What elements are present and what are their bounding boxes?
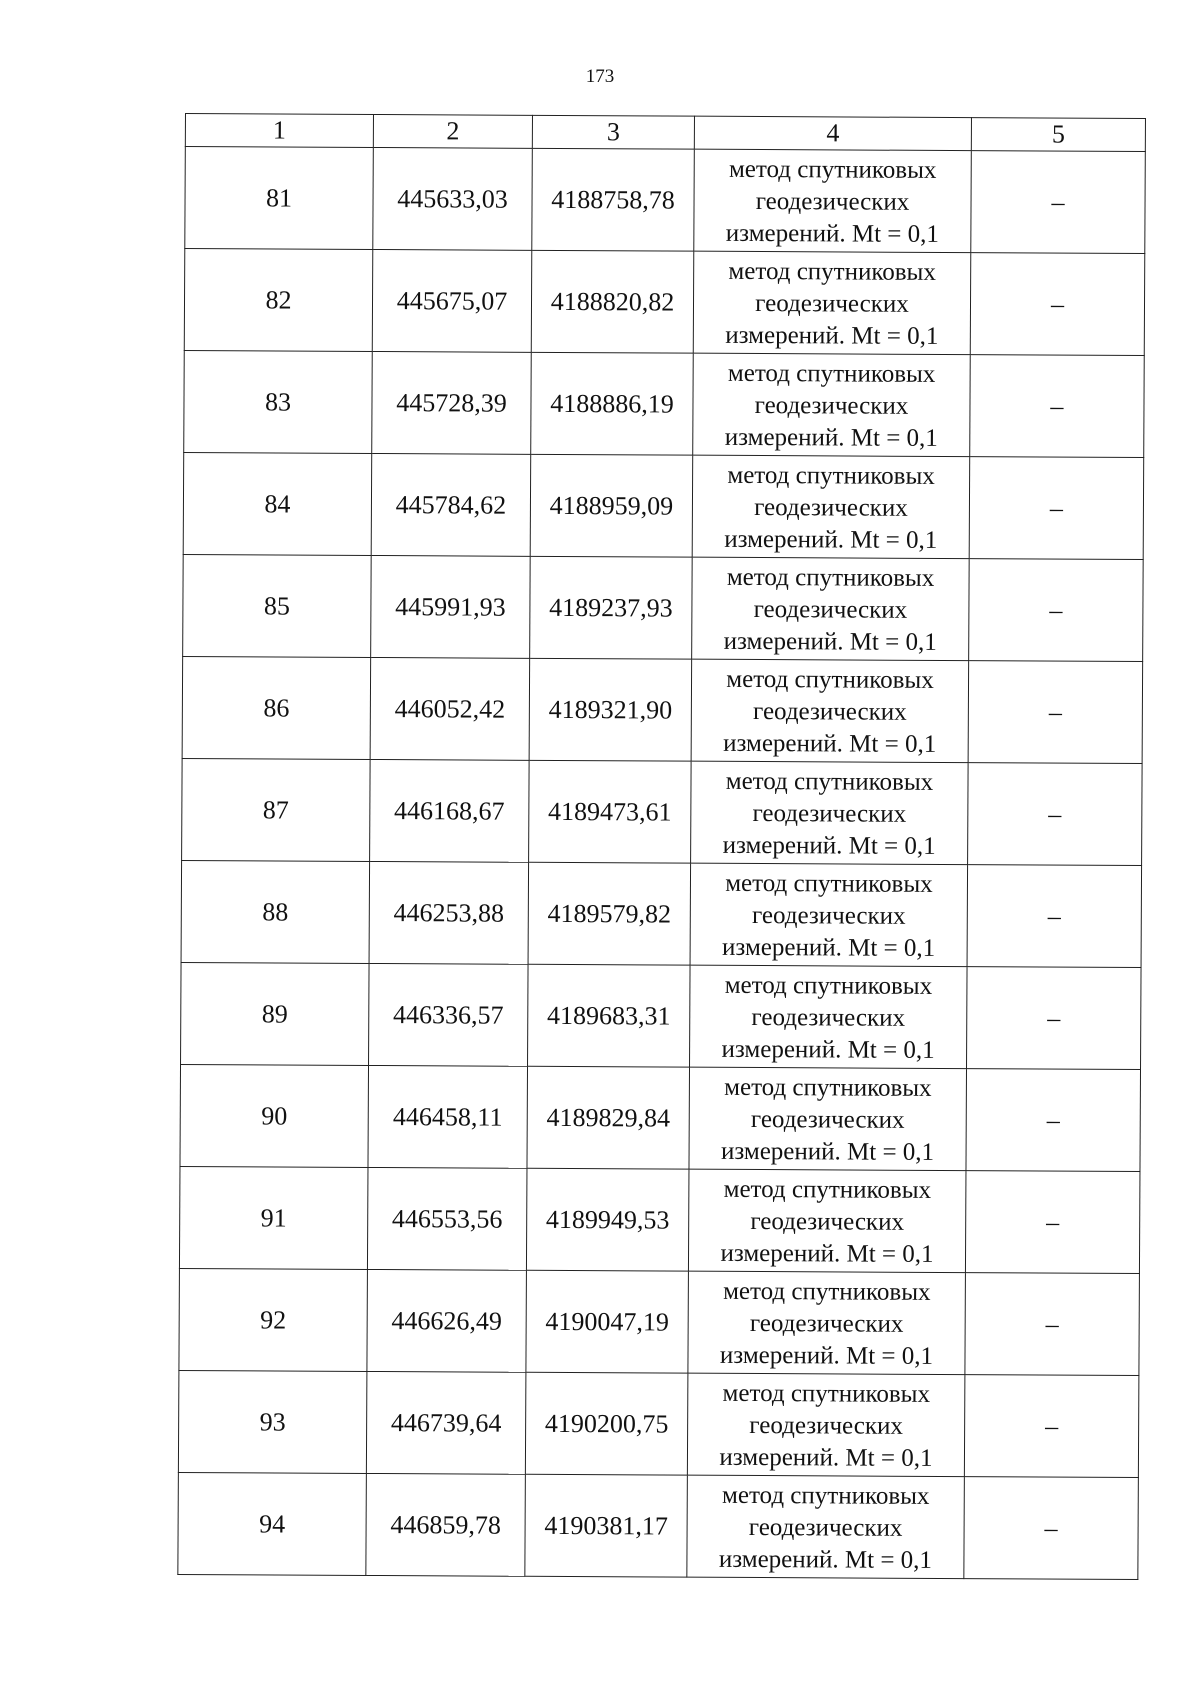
method-line: геодезических: [752, 799, 907, 828]
method-cell: [690, 863, 968, 966]
method-line: измерений. Mt = 0,1: [725, 321, 939, 350]
x-coordinate-cell: 446739,64: [366, 1371, 526, 1474]
header-col-4: 4: [694, 116, 971, 150]
y-coordinate-cell: 4189473,61: [529, 760, 692, 863]
method-line: измерений. Mt = 0,1: [720, 1137, 935, 1166]
x-coordinate-cell: 446458,11: [368, 1065, 528, 1168]
note-cell: –: [969, 559, 1144, 662]
y-coordinate-cell: 4188959,09: [530, 454, 693, 557]
method-line: геодезических: [754, 493, 908, 522]
table-row: [184, 249, 1145, 356]
header-row: [185, 114, 1145, 152]
y-coordinate-cell: 4189683,31: [528, 964, 691, 1067]
y-coordinate-cell: 4189829,84: [527, 1066, 690, 1169]
method-line: измерений. Mt = 0,1: [724, 525, 938, 554]
method-line: геодезических: [750, 1207, 905, 1236]
y-coordinate-cell: 4190200,75: [525, 1372, 688, 1475]
method-line: измерений. Mt = 0,1: [723, 729, 937, 758]
point-number-cell: 92: [179, 1268, 368, 1371]
note-cell: –: [970, 253, 1145, 356]
y-coordinate-cell: 4190047,19: [526, 1270, 689, 1373]
point-number-cell: 93: [178, 1370, 367, 1473]
table-row: [182, 758, 1143, 865]
method-line: метод спутниковых: [722, 1379, 931, 1408]
y-coordinate-cell: 4189237,93: [530, 556, 693, 659]
table-row: [181, 860, 1142, 967]
table-row: [183, 554, 1144, 661]
method-line: метод спутниковых: [727, 461, 935, 490]
method-line: измерений. Mt = 0,1: [719, 1443, 933, 1472]
method-line: метод спутниковых: [721, 1481, 930, 1510]
y-coordinate-cell: 4188820,82: [531, 250, 694, 353]
point-number-cell: 89: [181, 962, 370, 1065]
point-number-cell: 90: [180, 1064, 369, 1167]
method-line: метод спутниковых: [724, 971, 933, 1000]
y-coordinate-cell: 4189321,90: [529, 658, 692, 761]
y-coordinate-cell: 4188758,78: [532, 148, 695, 251]
y-coordinate-cell: 4188886,19: [531, 352, 694, 455]
method-cell: [693, 251, 971, 354]
note-cell: –: [967, 865, 1142, 968]
note-cell: –: [968, 661, 1143, 764]
method-line: геодезических: [749, 1309, 904, 1338]
method-line: измерений. Mt = 0,1: [723, 627, 937, 656]
method-line: геодезических: [751, 901, 906, 930]
method-cell: [688, 1169, 966, 1272]
method-line: метод спутниковых: [724, 1073, 932, 1102]
note-cell: –: [968, 763, 1143, 866]
table-row: [183, 452, 1144, 559]
table-row: [179, 1268, 1140, 1375]
point-number-cell: 85: [183, 554, 372, 657]
point-number-cell: 94: [178, 1472, 367, 1575]
method-line: метод спутниковых: [725, 869, 933, 898]
x-coordinate-cell: 446859,78: [366, 1473, 526, 1576]
method-cell: [690, 965, 968, 1068]
method-cell: [687, 1475, 965, 1578]
x-coordinate-cell: 446553,56: [367, 1167, 527, 1270]
method-line: геодезических: [755, 289, 909, 318]
note-cell: –: [970, 355, 1145, 458]
y-coordinate-cell: 4189949,53: [526, 1168, 689, 1271]
x-coordinate-cell: 445991,93: [371, 555, 531, 658]
point-number-cell: 84: [183, 452, 372, 555]
table-row: [179, 1166, 1140, 1273]
y-coordinate-cell: 4190381,17: [525, 1474, 688, 1577]
method-line: геодезических: [749, 1411, 904, 1440]
method-line: измерений. Mt = 0,1: [718, 1545, 933, 1574]
y-coordinate-cell: 4189579,82: [528, 862, 691, 965]
method-line: геодезических: [750, 1105, 905, 1134]
method-line: измерений. Mt = 0,1: [719, 1341, 934, 1370]
note-cell: –: [964, 1477, 1139, 1580]
note-cell: –: [971, 151, 1146, 254]
page-number: 173: [585, 66, 615, 87]
point-number-cell: 82: [184, 249, 373, 352]
method-line: геодезических: [751, 1003, 906, 1032]
header-col-1: 1: [185, 114, 373, 148]
coordinates-table: [177, 113, 1146, 1580]
method-line: метод спутниковых: [727, 359, 936, 388]
x-coordinate-cell: 445633,03: [373, 147, 533, 250]
method-line: геодезических: [755, 187, 910, 216]
table-row: [180, 1064, 1141, 1171]
method-cell: [694, 149, 972, 252]
table-row: [178, 1370, 1139, 1477]
method-line: измерений. Mt = 0,1: [721, 1035, 935, 1064]
point-number-cell: 83: [184, 350, 373, 453]
method-cell: [687, 1373, 965, 1476]
x-coordinate-cell: 446336,57: [369, 963, 529, 1066]
method-cell: [693, 353, 971, 456]
note-cell: –: [966, 1069, 1141, 1172]
note-cell: –: [965, 1171, 1140, 1274]
method-line: метод спутниковых: [726, 563, 935, 592]
method-line: геодезических: [754, 391, 909, 420]
method-line: геодезических: [753, 595, 908, 624]
x-coordinate-cell: 446626,49: [367, 1269, 527, 1372]
method-line: измерений. Mt = 0,1: [720, 1239, 934, 1268]
point-number-cell: 88: [181, 860, 370, 963]
note-cell: –: [969, 457, 1144, 560]
point-number-cell: 81: [185, 147, 374, 250]
method-line: метод спутниковых: [723, 1175, 932, 1204]
point-number-cell: 91: [179, 1166, 368, 1269]
method-cell: [689, 1067, 967, 1170]
note-cell: –: [965, 1273, 1140, 1376]
method-cell: [691, 761, 969, 864]
method-line: метод спутниковых: [723, 1277, 931, 1306]
method-line: метод спутниковых: [725, 767, 934, 796]
table-row: [178, 1472, 1139, 1579]
method-cell: [691, 659, 969, 762]
method-line: измерений. Mt = 0,1: [722, 933, 936, 962]
x-coordinate-cell: 446168,67: [370, 759, 530, 862]
method-line: метод спутниковых: [728, 155, 937, 184]
x-coordinate-cell: 445728,39: [372, 351, 532, 454]
method-cell: [692, 455, 970, 558]
header-col-2: 2: [373, 114, 532, 148]
method-cell: [688, 1271, 966, 1374]
method-line: измерений. Mt = 0,1: [725, 219, 939, 248]
method-line: метод спутниковых: [726, 665, 934, 694]
method-line: геодезических: [753, 697, 907, 726]
x-coordinate-cell: 445675,07: [372, 249, 532, 352]
method-line: измерений. Mt = 0,1: [722, 831, 936, 860]
table-row: [185, 147, 1146, 254]
method-line: измерений. Mt = 0,1: [724, 423, 938, 452]
header-col-3: 3: [532, 115, 694, 149]
note-cell: –: [967, 967, 1142, 1070]
table-row: [181, 962, 1142, 1069]
method-line: метод спутниковых: [728, 257, 936, 286]
method-cell: [692, 557, 970, 660]
method-line: геодезических: [748, 1513, 903, 1542]
table-row: [182, 656, 1143, 763]
table-row: [184, 350, 1145, 457]
point-number-cell: 87: [182, 758, 371, 861]
x-coordinate-cell: 446052,42: [370, 657, 530, 760]
header-col-5: 5: [971, 118, 1145, 152]
point-number-cell: 86: [182, 656, 371, 759]
x-coordinate-cell: 445784,62: [371, 453, 531, 556]
x-coordinate-cell: 446253,88: [369, 861, 529, 964]
note-cell: –: [964, 1375, 1139, 1478]
